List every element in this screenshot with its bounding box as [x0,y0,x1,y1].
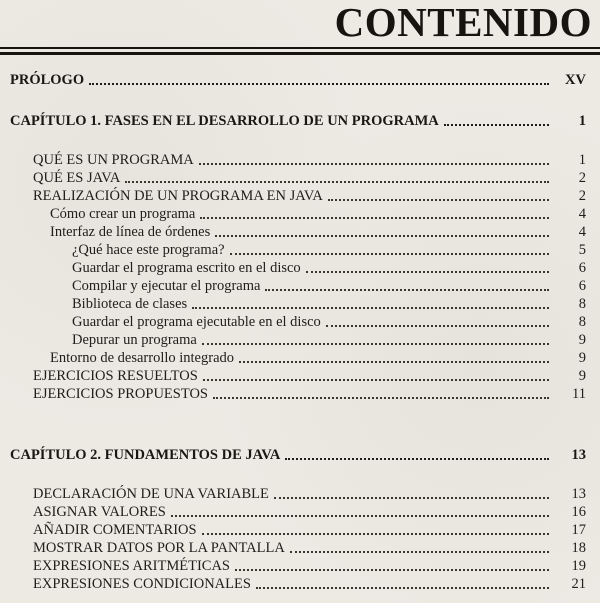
toc-entry-page: XV [565,72,586,88]
toc-leader-dots [290,551,549,553]
toc-entry-label: CAPÍTULO 1. FASES EN EL DESARROLLO DE UN PROGRAMA [10,113,439,129]
toc-entry-label: Depurar un programa [72,332,197,348]
toc-entry-page: 8 [578,296,586,312]
toc-leader-dots [306,271,549,273]
toc-leader-dots [235,569,549,571]
toc-entry-label: MOSTRAR DATOS POR LA PANTALLA [33,540,285,556]
toc-leader-dots [89,83,549,85]
toc-entry-page: 11 [572,386,586,402]
toc-entry-page: 13 [571,486,586,502]
toc-entry [10,295,586,313]
toc-entry-page: 6 [578,278,586,294]
toc-entry-label: EXPRESIONES ARITMÉTICAS [33,558,230,574]
toc-entry [10,485,586,503]
toc-entry-page: 6 [578,260,586,276]
toc-entry-label: AÑADIR COMENTARIOS [33,522,197,538]
toc-entry-label: ASIGNAR VALORES [33,504,166,520]
toc-entry-label: QUÉ ES UN PROGRAMA [33,152,194,168]
toc-entry-label: Cómo crear un programa [50,206,196,222]
toc-entry [10,313,586,331]
toc-leader-dots [256,587,549,589]
toc-entry-page: 9 [578,332,586,348]
toc-entry-label: Interfaz de línea de órdenes [50,224,211,240]
toc-entry-page: 9 [578,368,586,384]
toc-entry [10,503,586,521]
toc-entry-page: 4 [578,206,586,222]
toc-entry [10,557,586,575]
toc-entry-page: 17 [571,522,586,538]
toc-leader-dots [444,124,549,126]
page-title: CONTENIDO [334,0,592,45]
toc-entry [10,187,586,205]
toc-entry-label: REALIZACIÓN DE UN PROGRAMA EN JAVA [33,188,323,204]
toc-entry-page: 5 [578,242,586,258]
toc-leader-dots [125,181,549,183]
toc-entry [10,169,586,187]
toc-entry [10,385,586,403]
toc-leader-dots [274,497,549,499]
toc-entry-label: EJERCICIOS PROPUESTOS [33,386,208,402]
toc-entry [10,331,586,349]
toc-entry-label: Guardar el programa escrito en el disco [72,260,301,276]
toc-leader-dots [285,458,549,460]
toc-entry [10,112,586,130]
toc-entry-label: QUÉ ES JAVA [33,170,121,186]
toc-entry [10,446,586,464]
toc-leader-dots [265,289,549,291]
toc-leader-dots [213,397,549,399]
toc-entry [10,241,586,259]
toc-entry-label: Compilar y ejecutar el programa [72,278,261,294]
title-divider [0,47,600,55]
toc-entry-page: 4 [578,224,586,240]
toc-entry [10,223,586,241]
toc-entry-label: PRÓLOGO [10,72,85,88]
toc-entry-label: Biblioteca de clases [72,296,188,312]
toc-entry-page: 13 [571,447,586,463]
toc-leader-dots [215,235,549,237]
toc-entry [10,205,586,223]
toc-entry [10,277,586,295]
toc-entry [10,349,586,367]
toc-entry [10,259,586,277]
toc-entry-page: 9 [578,350,586,366]
toc-entry-page: 18 [571,540,586,556]
toc-entry-page: 16 [571,504,586,520]
toc-entry [10,539,586,557]
toc-entry [10,367,586,385]
toc-entry-label: CAPÍTULO 2. FUNDAMENTOS DE JAVA [10,447,281,463]
toc-entry-page: 19 [571,558,586,574]
toc-entry-page: 2 [578,188,586,204]
toc-entry [10,521,586,539]
toc-entry [10,575,586,593]
toc-leader-dots [328,199,549,201]
toc-leader-dots [199,163,549,165]
toc-leader-dots [192,307,549,309]
toc-entry-page: 21 [571,576,586,592]
toc-entry-page: 1 [578,152,586,168]
toc-entry [10,71,586,89]
toc-entry-label: DECLARACIÓN DE UNA VARIABLE [33,486,269,502]
toc-entry-label: ¿Qué hace este programa? [72,242,225,258]
toc-leader-dots [203,379,549,381]
toc-entry-page: 1 [578,113,586,129]
toc-leader-dots [326,325,549,327]
toc-entry-label: EJERCICIOS RESUELTOS [33,368,198,384]
toc-leader-dots [202,343,549,345]
toc-entry-label: EXPRESIONES CONDICIONALES [33,576,251,592]
toc-leader-dots [230,253,549,255]
toc-entry-page: 2 [578,170,586,186]
toc-leader-dots [200,217,549,219]
toc-entry-label: Entorno de desarrollo integrado [50,350,235,366]
toc-leader-dots [202,533,549,535]
toc-leader-dots [171,515,549,517]
toc-entry [10,151,586,169]
toc-entry-page: 8 [578,314,586,330]
toc-entry-label: Guardar el programa ejecutable en el disco [72,314,321,330]
toc-leader-dots [239,361,549,363]
toc-list [0,55,600,593]
